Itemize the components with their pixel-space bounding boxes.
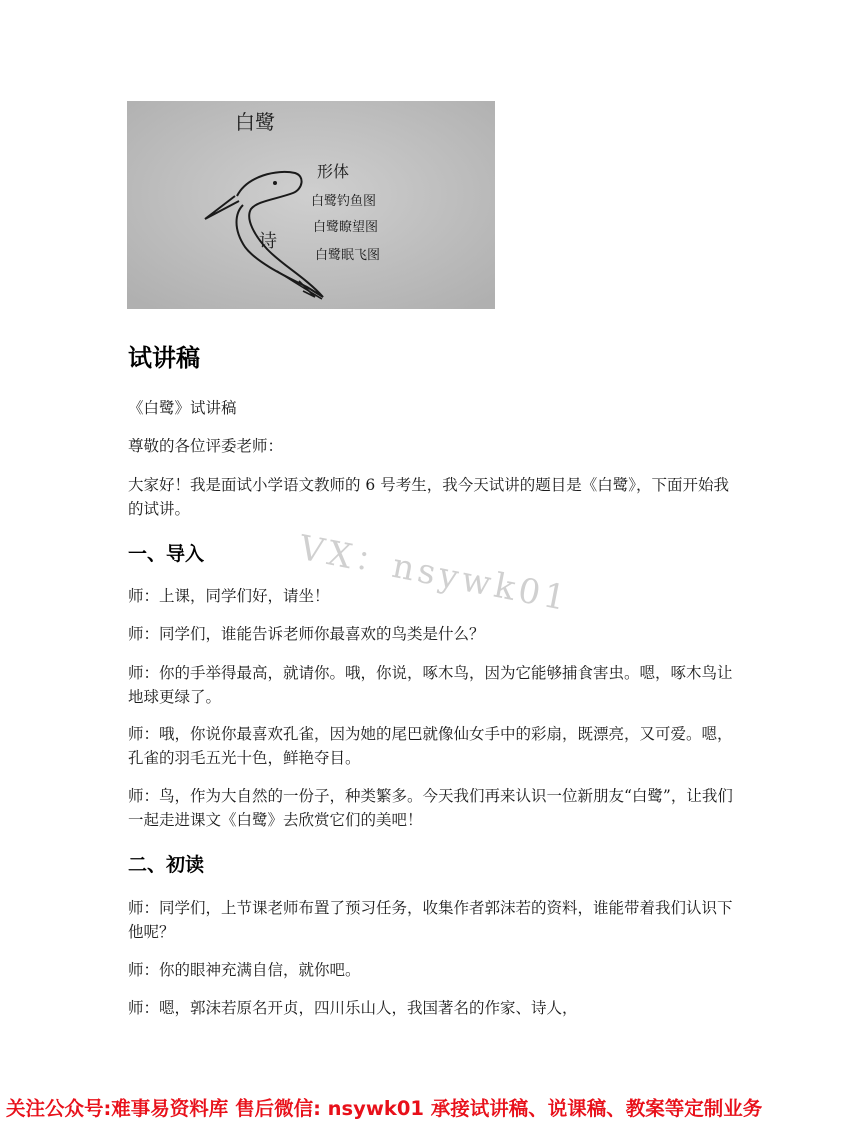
handwriting-title: 白鹭 <box>235 110 275 134</box>
section1-paragraph-2: 师：同学们，谁能告诉老师你最喜欢的鸟类是什么？ <box>128 625 485 643</box>
intro-paragraph: 大家好！我是面试小学语文教师的 6 号考生，我今天试讲的题目是《白鹭》，下面开始我的试讲。 <box>128 476 729 518</box>
section2-paragraph-2: 师：你的眼神充满自信，就你吧。 <box>128 961 361 979</box>
document-title: 试讲稿 <box>128 344 200 372</box>
section-heading-1: 一、导入 <box>128 543 205 565</box>
subtitle-paragraph: 《白鹭》试讲稿 <box>128 399 237 417</box>
section1-paragraph-1: 师：上课，同学们好，请坐！ <box>128 587 330 605</box>
handwriting-line-2: 白鹭钓鱼图 <box>311 194 377 209</box>
handwriting-line-4: 白鹭眠飞图 <box>315 248 381 263</box>
handwritten-board-photo <box>127 101 495 309</box>
promo-footer-banner: 关注公众号:难事易资料库 售后微信: nsywk01 承接试讲稿、说课稿、教案等定制业务 <box>6 1097 763 1120</box>
section1-paragraph-4: 师：哦，你说你最喜欢孔雀，因为她的尾巴就像仙女手中的彩扇，既漂亮，又可爱。嗯，孔雀的羽毛五光十色，鲜艳夺目。 <box>128 725 733 767</box>
watermark-text: VX：nsywk01 <box>295 527 573 620</box>
handwriting-line-3: 白鹭瞭望图 <box>313 220 379 235</box>
section1-paragraph-5: 师：鸟，作为大自然的一份子，种类繁多。今天我们再来认识一位新朋友“白鹭”，让我们一起走进课文《白鹭》去欣赏它们的美吧！ <box>128 787 733 829</box>
greeting-paragraph: 尊敬的各位评委老师： <box>128 437 284 455</box>
section1-paragraph-3: 师：你的手举得最高，就请你。哦，你说，啄木鸟，因为它能够捕食害虫。嗯，啄木鸟让地球更绿了。 <box>128 664 733 706</box>
heron-sketch-image <box>127 101 495 309</box>
section-heading-2: 二、初读 <box>128 854 205 876</box>
handwriting-center: 诗 <box>259 231 277 252</box>
section2-paragraph-1: 师：同学们，上节课老师布置了预习任务，收集作者郭沫若的资料，谁能带着我们认识下他呢？ <box>128 899 733 941</box>
section2-paragraph-3: 师：嗯，郭沫若原名开贞，四川乐山人，我国著名的作家、诗人， <box>128 999 578 1017</box>
handwriting-line-1: 形体 <box>317 162 350 181</box>
